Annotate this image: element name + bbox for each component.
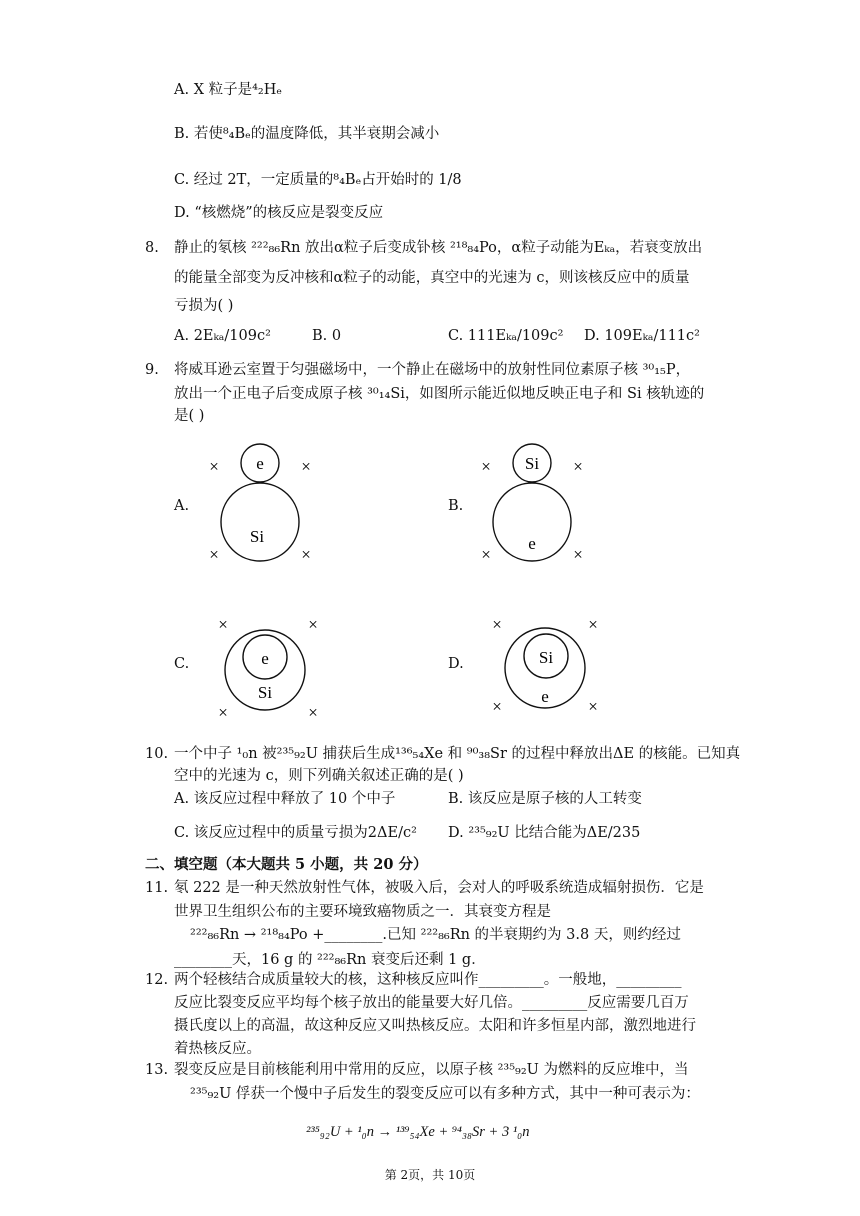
cross-mark: × <box>481 457 491 476</box>
q12-line-4: 着热核反应。 <box>174 1041 261 1057</box>
q12-line-1: 两个轻核结合成质量较大的核，这种核反应叫作_________。一般地，_________ <box>174 972 682 988</box>
fig-b-label: B. <box>448 498 464 514</box>
q9-line-1: 将威耳逊云室置于匀强磁场中，一个静止在磁场中的放射性同位素原子核 ³⁰₁₅P， <box>174 362 691 378</box>
q10-number: 10. <box>145 746 169 762</box>
q8-line-1: 静止的氡核 ²²²₈₆Rn 放出α粒子后变成钋核 ²¹⁸₈₄Po，α粒子动能为Eₖₐ，若衰变放出 <box>174 240 703 256</box>
cross-mark: × <box>209 457 219 476</box>
trajectory-figure-c <box>205 610 335 726</box>
cross-mark: × <box>301 457 311 476</box>
large-orbit-circle <box>221 483 299 561</box>
q7-option-c: C. 经过 2T，一定质量的⁸₄Bₑ占开始时的 1/8 <box>174 172 462 188</box>
si-label: Si <box>538 648 554 667</box>
fig-d-label: D. <box>448 656 464 672</box>
q10-line-2: 空中的光速为 c，则下列确关叙述正确的是( ) <box>174 768 464 784</box>
q10-option-b: B. 该反应是原子核的人工转变 <box>448 791 642 807</box>
q8-option-b: B. 0 <box>312 328 342 344</box>
trajectory-figure-b <box>472 436 602 566</box>
q8-option-a: A. 2Eₖₐ/109c² <box>174 328 271 344</box>
cross-mark: × <box>301 545 311 564</box>
q10-line-1: 一个中子 ¹₀n 被²³⁵₉₂U 捕获后生成¹³⁶₅₄Xe 和 ⁹⁰₃₈Sr 的过程中释放出ΔE 的核能。已知真 <box>174 746 741 762</box>
cross-mark: × <box>308 615 318 634</box>
electron-label: e <box>541 687 549 706</box>
cross-mark: × <box>588 697 598 716</box>
cross-mark: × <box>492 615 502 634</box>
cross-mark: × <box>308 703 318 722</box>
trajectory-figure-d <box>485 606 611 722</box>
q11-line-1: 氡 222 是一种天然放射性气体，被吸入后，会对人的呼吸系统造成辐射损伤．它是 <box>174 880 704 896</box>
q8-option-c: C. 111Eₖₐ/109c² <box>448 328 564 344</box>
fig-a-label: A. <box>174 498 190 514</box>
cross-mark: × <box>218 703 228 722</box>
q11-line-3: ²²²₈₆Rn → ²¹⁸₈₄Po +________.已知 ²²²₈₆Rn 的半衰期约为 3.8 天，则约经过 <box>190 927 681 943</box>
q9-number: 9. <box>145 362 159 378</box>
q7-option-b: B. 若使⁸₄Bₑ的温度降低，其半衰期会减小 <box>174 126 440 142</box>
q12-line-3: 摄氏度以上的高温，故这种反应又叫热核反应。太阳和许多恒星内部，激烈地进行 <box>174 1018 696 1034</box>
q11-number: 11. <box>145 880 169 896</box>
page-footer: 第 2页，共 10页 <box>384 1168 476 1182</box>
q8-number: 8. <box>145 240 159 256</box>
cross-mark: × <box>218 615 228 634</box>
si-label: Si <box>249 527 265 546</box>
si-label: Si <box>524 454 540 473</box>
q7-option-d: D. “核燃烧”的核反应是裂变反应 <box>174 205 384 221</box>
q9-line-3: 是( ) <box>174 408 205 424</box>
electron-label: e <box>528 534 536 553</box>
q9-line-2: 放出一个正电子后变成原子核 ³⁰₁₄Si，如图所示能近似地反映正电子和 Si 核轨迹的 <box>174 386 705 402</box>
cross-mark: × <box>209 545 219 564</box>
q8-line-3: 亏损为( ) <box>174 298 234 314</box>
q12-line-2: 反应比裂变反应平均每个核子放出的能量要大好几倍。_________反应需要几百万 <box>174 995 689 1011</box>
cross-mark: × <box>492 697 502 716</box>
q13-number: 13. <box>145 1062 169 1078</box>
q8-line-2: 的能量全部变为反冲核和α粒子的动能，真空中的光速为 c，则该核反应中的质量 <box>174 270 690 286</box>
trajectory-figure-a <box>200 436 330 566</box>
fig-c-label: C. <box>174 656 190 672</box>
cross-mark: × <box>573 545 583 564</box>
q11-line-4: ________天，16 g 的 ²²²₈₆Rn 衰变后还剩 1 g． <box>174 952 486 968</box>
cross-mark: × <box>588 615 598 634</box>
q12-number: 12. <box>145 972 169 988</box>
fission-equation: ²³⁵₉₂U + ¹₀n → ¹³⁹₅₄Xe + ⁹⁴₃₈Sr + 3 ¹₀n <box>306 1124 530 1140</box>
cross-mark: × <box>481 545 491 564</box>
q7-option-a: A. X 粒子是⁴₂Hₑ <box>174 82 283 98</box>
electron-label: e <box>261 649 269 668</box>
q13-line-2: ²³⁵₉₂U 俘获一个慢中子后发生的裂变反应可以有多种方式，其中一种可表示为： <box>190 1086 700 1102</box>
q13-line-1: 裂变反应是目前核能利用中常用的反应，以原子核 ²³⁵₉₂U 为燃料的反应堆中，当 <box>174 1062 689 1078</box>
q10-option-a: A. 该反应过程中释放了 10 个中子 <box>174 791 396 807</box>
q11-line-2: 世界卫生组织公布的主要环境致癌物质之一．其衰变方程是 <box>174 904 551 920</box>
electron-label: e <box>256 454 264 473</box>
cross-mark: × <box>573 457 583 476</box>
section-heading: 二、填空题（本大题共 5 小题，共 20 分） <box>145 856 428 873</box>
si-label: Si <box>257 683 273 702</box>
q10-option-d: D. ²³⁵₉₂U 比结合能为ΔE/235 <box>448 825 641 841</box>
q10-option-c: C. 该反应过程中的质量亏损为2ΔE/c² <box>174 825 417 841</box>
q8-option-d: D. 109Eₖₐ/111c² <box>584 328 700 344</box>
